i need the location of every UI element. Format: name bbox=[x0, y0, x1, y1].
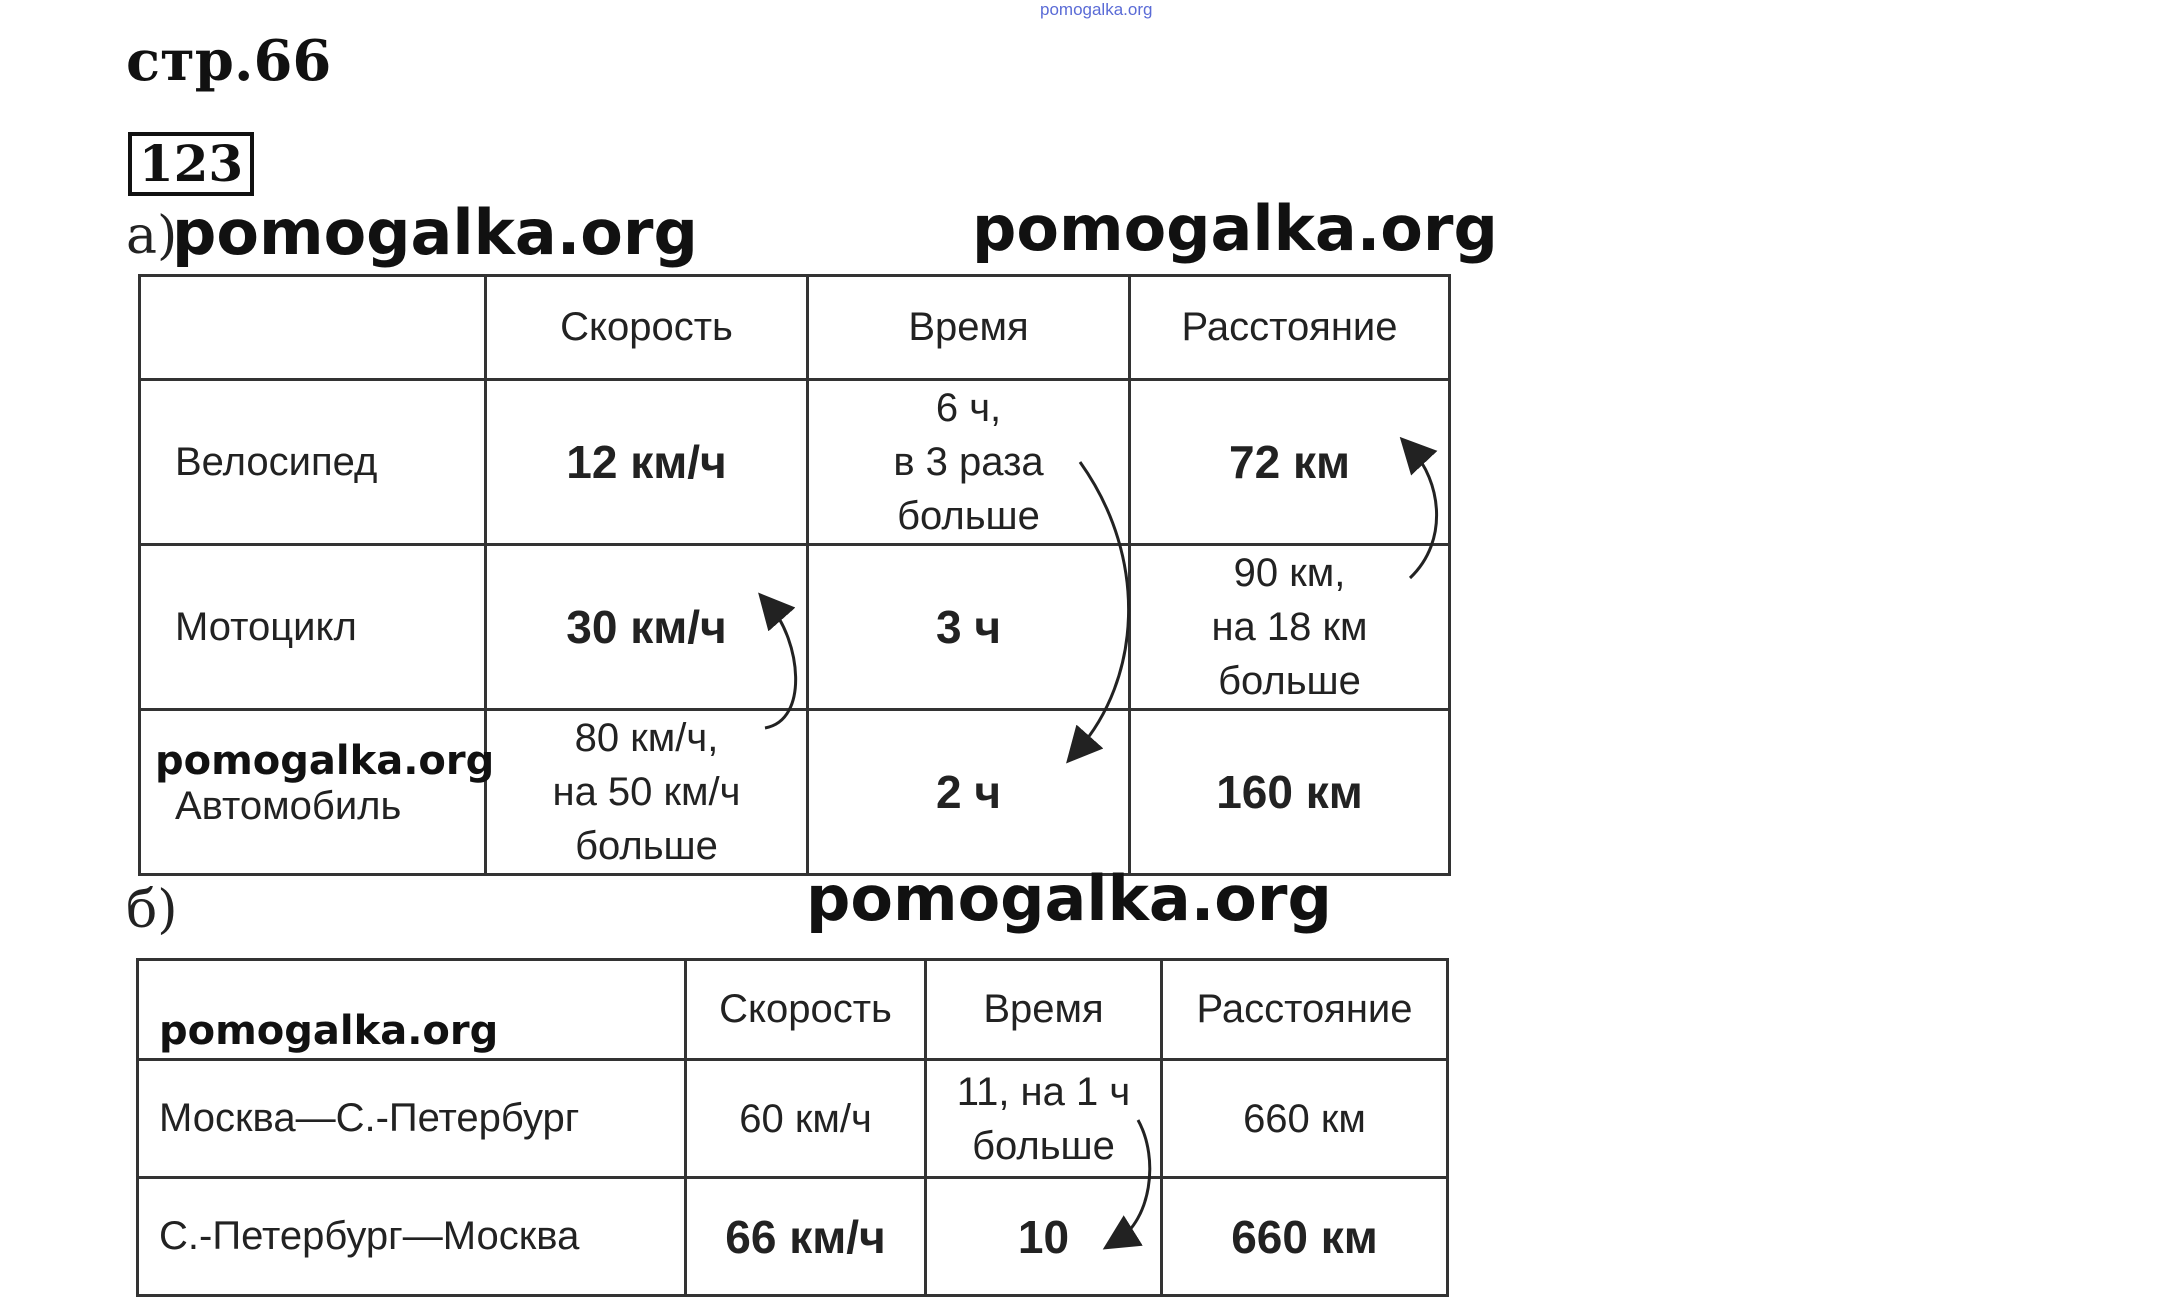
cell-line: в 3 раза bbox=[893, 440, 1044, 484]
page-title: стр.66 bbox=[126, 28, 332, 94]
cell-bicycle-distance: 72 км bbox=[1130, 380, 1450, 545]
cell-car-time: 2 ч bbox=[808, 710, 1130, 875]
cell-moscow-spb-speed: 60 км/ч bbox=[686, 1060, 926, 1178]
cell-line: 11, на 1 ч bbox=[956, 1069, 1131, 1114]
top-watermark: pomogalka.org bbox=[1040, 0, 1153, 19]
table-a-header-speed: Скорость bbox=[486, 276, 808, 380]
cell-line: 80 км/ч, bbox=[574, 716, 719, 760]
cell-bicycle-speed: 12 км/ч bbox=[486, 380, 808, 545]
watermark-a-left: pomogalka.org bbox=[172, 196, 698, 269]
row-label-moscow-spb: Москва—С.-Петербург bbox=[138, 1060, 686, 1178]
cell-line: больше bbox=[575, 824, 718, 868]
cell-line: на 50 км/ч bbox=[552, 770, 741, 814]
row-watermark: pomogalka.org bbox=[155, 737, 495, 784]
table-b-header-speed: Скорость bbox=[686, 960, 926, 1060]
part-b-label: б) bbox=[126, 880, 178, 940]
cell-car-distance: 160 км bbox=[1130, 710, 1450, 875]
arrow-time-bicycle-to-car bbox=[1078, 462, 1129, 750]
header-watermark: pomogalka.org bbox=[159, 1008, 499, 1054]
row-label-bicycle: Велосипед bbox=[140, 380, 486, 545]
cell-line: 90 км, bbox=[1233, 551, 1346, 595]
watermark-b-center: pomogalka.org bbox=[806, 862, 1332, 935]
table-a-header-time: Время bbox=[808, 276, 1130, 380]
arrow-distance-motorcycle-to-bicycle bbox=[1410, 450, 1437, 578]
watermark-a-right: pomogalka.org bbox=[972, 192, 1498, 265]
arrow-time-b-down bbox=[1118, 1120, 1150, 1240]
cell-moscow-spb-distance: 660 км bbox=[1162, 1060, 1448, 1178]
cell-spb-moscow-speed: 66 км/ч bbox=[686, 1178, 926, 1296]
task-number-box: 123 bbox=[128, 132, 254, 196]
arrow-speed-car-to-motorcycle bbox=[765, 606, 796, 728]
cell-motorcycle-time: 3 ч bbox=[808, 545, 1130, 710]
table-b-header-distance: Расстояние bbox=[1162, 960, 1448, 1060]
cell-line: больше bbox=[972, 1123, 1115, 1168]
row-label-motorcycle: Мотоцикл bbox=[140, 545, 486, 710]
part-a-label: а) bbox=[126, 206, 178, 266]
cell-line: 6 ч, bbox=[935, 386, 1002, 430]
cell-motorcycle-speed: 30 км/ч bbox=[486, 545, 808, 710]
row-label-car-text: Автомобиль bbox=[175, 783, 402, 828]
cell-line: больше bbox=[897, 494, 1040, 538]
table-a-header-distance: Расстояние bbox=[1130, 276, 1450, 380]
cell-spb-moscow-time: 10 bbox=[926, 1178, 1162, 1296]
cell-line: на 18 км bbox=[1211, 605, 1368, 649]
cell-line: больше bbox=[1218, 659, 1361, 703]
row-label-spb-moscow: С.-Петербург—Москва bbox=[138, 1178, 686, 1296]
table-b-header-time: Время bbox=[926, 960, 1162, 1060]
cell-spb-moscow-distance: 660 км bbox=[1162, 1178, 1448, 1296]
